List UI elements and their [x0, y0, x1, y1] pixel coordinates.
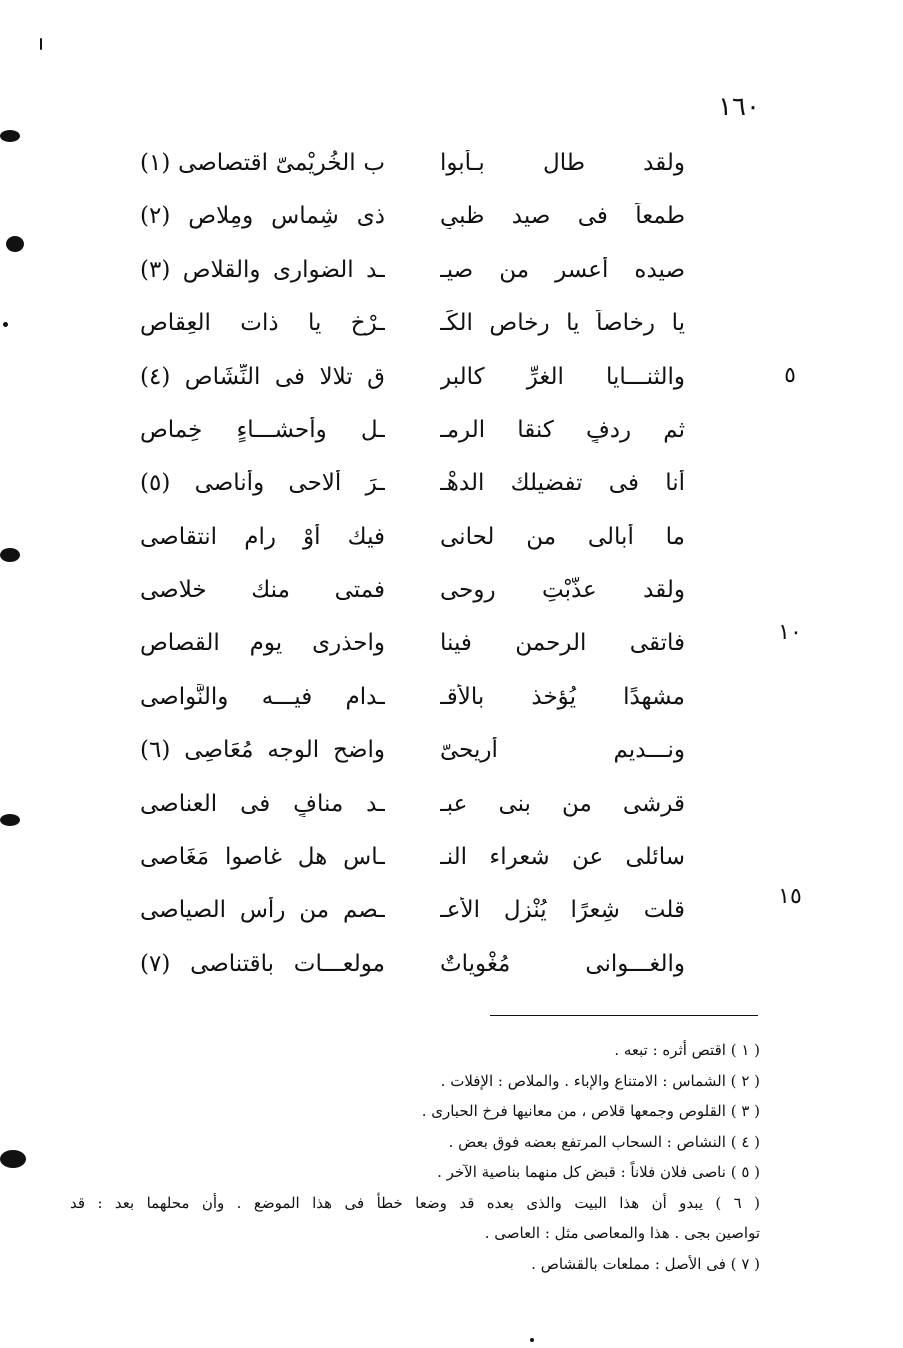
- scan-dot: [40, 38, 42, 50]
- verse-line: [140, 951, 685, 991]
- verse-line: [140, 897, 685, 937]
- line-number: ١٠: [778, 620, 802, 645]
- verse-line: [140, 684, 685, 724]
- verse-second-hemistich: ـدام فيـــه والنَّواصى: [140, 684, 385, 710]
- verse-line: [140, 630, 685, 670]
- verse-line: [140, 470, 685, 510]
- verse-first-hemistich: والغـــوانى مُغْوِياتٌ: [440, 951, 685, 977]
- verse-line: [140, 844, 685, 884]
- footnotes: [70, 1035, 760, 1279]
- verse-first-hemistich: ونـــديم أريحىّ: [440, 737, 685, 763]
- verse-second-hemistich: فمتى منك خلاصى: [140, 577, 385, 603]
- verse-first-hemistich: صيده أعسر من صيـ: [440, 257, 685, 283]
- scan-mark: [6, 236, 24, 252]
- verse-second-hemistich: واحذرى يوم القصاص: [140, 630, 385, 656]
- verse-line: [140, 310, 685, 350]
- verse-first-hemistich: قرشى من بنى عبـ: [440, 791, 685, 817]
- verse-line: [140, 791, 685, 831]
- footnote-separator: [490, 1015, 758, 1016]
- verse-second-hemistich: ق تلالا فى النِّشَاص (٤): [140, 364, 385, 390]
- verse-first-hemistich: أنا فى تفضيلك الدهْـ: [440, 470, 685, 496]
- footnote: ( ٢ ) الشماس : الامتناع والإباء . والملاص : الإفلات .: [440, 1071, 760, 1090]
- verse-first-hemistich: يا رخاصاً يا رخاص الكَـ: [440, 310, 685, 336]
- page-number: ١٦٠: [718, 92, 760, 122]
- line-number: ٥: [784, 363, 796, 388]
- verse-first-hemistich: ولقد طال بـأبوا: [440, 150, 685, 176]
- verse-first-hemistich: ما أبالى من لحانى: [440, 524, 685, 550]
- verse-first-hemistich: مشهدًا يُؤخذ بالأقـ: [440, 684, 685, 710]
- verse-first-hemistich: ولقد عذَّبْتِ روحى: [440, 577, 685, 603]
- verse-first-hemistich: سائلى عن شعراء النـ: [440, 844, 685, 870]
- verse-second-hemistich: واضح الوجه مُعَاصِى (٦): [140, 737, 385, 763]
- verse-second-hemistich: ـصم من رأس الصياصى: [140, 897, 385, 923]
- scan-mark: [0, 814, 20, 826]
- footnote: ( ١ ) اقتص أثره : تبعه .: [614, 1041, 760, 1059]
- verse-second-hemistich: ـد الضوارى والقلاص (٣): [140, 257, 385, 283]
- footnote: ( ٧ ) فى الأصل : مملعات بالقشاص .: [531, 1254, 760, 1273]
- verse-line: [140, 150, 685, 190]
- scan-mark: [0, 548, 20, 562]
- verse-second-hemistich: ـد منافٍ فى العناصى: [140, 791, 385, 817]
- footnote: ( ٤ ) النشاص : السحاب المرتفع بعضه فوق بعض .: [448, 1132, 760, 1151]
- scan-dot: [530, 1338, 534, 1342]
- scan-mark: [0, 1150, 26, 1168]
- verse-second-hemistich: ـل وأحشـــاءٍ خِماص: [140, 417, 385, 443]
- footnote: ( ٦ ) يبدو أن هذا البيت والذى بعده قد وضعا خطأ فى هذا الموضع . وأن محلهما بعد : قد: [70, 1193, 760, 1212]
- verse-line: [140, 364, 685, 404]
- verse-second-hemistich: ـاس هل غاصوا مَغَاصى: [140, 844, 385, 870]
- footnote: ( ٣ ) القلوص وجمعها قلاص ، من معانيها فرخ الحبارى .: [421, 1102, 760, 1120]
- verse-line: [140, 417, 685, 457]
- verse-first-hemistich: فاتقى الرحمن فينا: [440, 630, 685, 656]
- verse-first-hemistich: قلت شِعرًا يُنْزل الأعـ: [440, 897, 685, 923]
- verse-second-hemistich: ب الخُريْمىّ اقتصاصى (١): [140, 150, 385, 176]
- verse-line: [140, 257, 685, 297]
- verse-first-hemistich: طمعاً فى صيد ظبىٍ: [440, 203, 685, 229]
- line-number: ١٥: [778, 884, 802, 909]
- footnote-continuation: تواصين بجى . هذا والمعاصى مثل : العاصى .: [484, 1224, 760, 1242]
- verse-first-hemistich: ثم ردفٍ كنقا الرمـ: [440, 417, 685, 443]
- verse-line: [140, 203, 685, 243]
- scan-dot: [3, 322, 8, 327]
- scan-mark: [0, 130, 20, 142]
- verse-first-hemistich: والثنـــايا الغرِّ كالبر: [440, 364, 685, 390]
- verse-second-hemistich: ذى شِماس ومِلاص (٢): [140, 203, 385, 229]
- verse-line: [140, 524, 685, 564]
- verse-second-hemistich: مولعـــات باقتناصى (٧): [140, 951, 385, 977]
- footnote: ( ٥ ) ناصى فلان فلاناً : قبض كل منهما بناصية الآخر .: [437, 1163, 760, 1181]
- verse-line: [140, 577, 685, 617]
- verse-second-hemistich: فيك أوْ رام انتقاصى: [140, 524, 385, 550]
- verse-second-hemistich: ـرَ ألاحى وأناصى (٥): [140, 470, 385, 496]
- verse-second-hemistich: ـرْخ يا ذات العِقاص: [140, 310, 385, 336]
- verse-line: [140, 737, 685, 777]
